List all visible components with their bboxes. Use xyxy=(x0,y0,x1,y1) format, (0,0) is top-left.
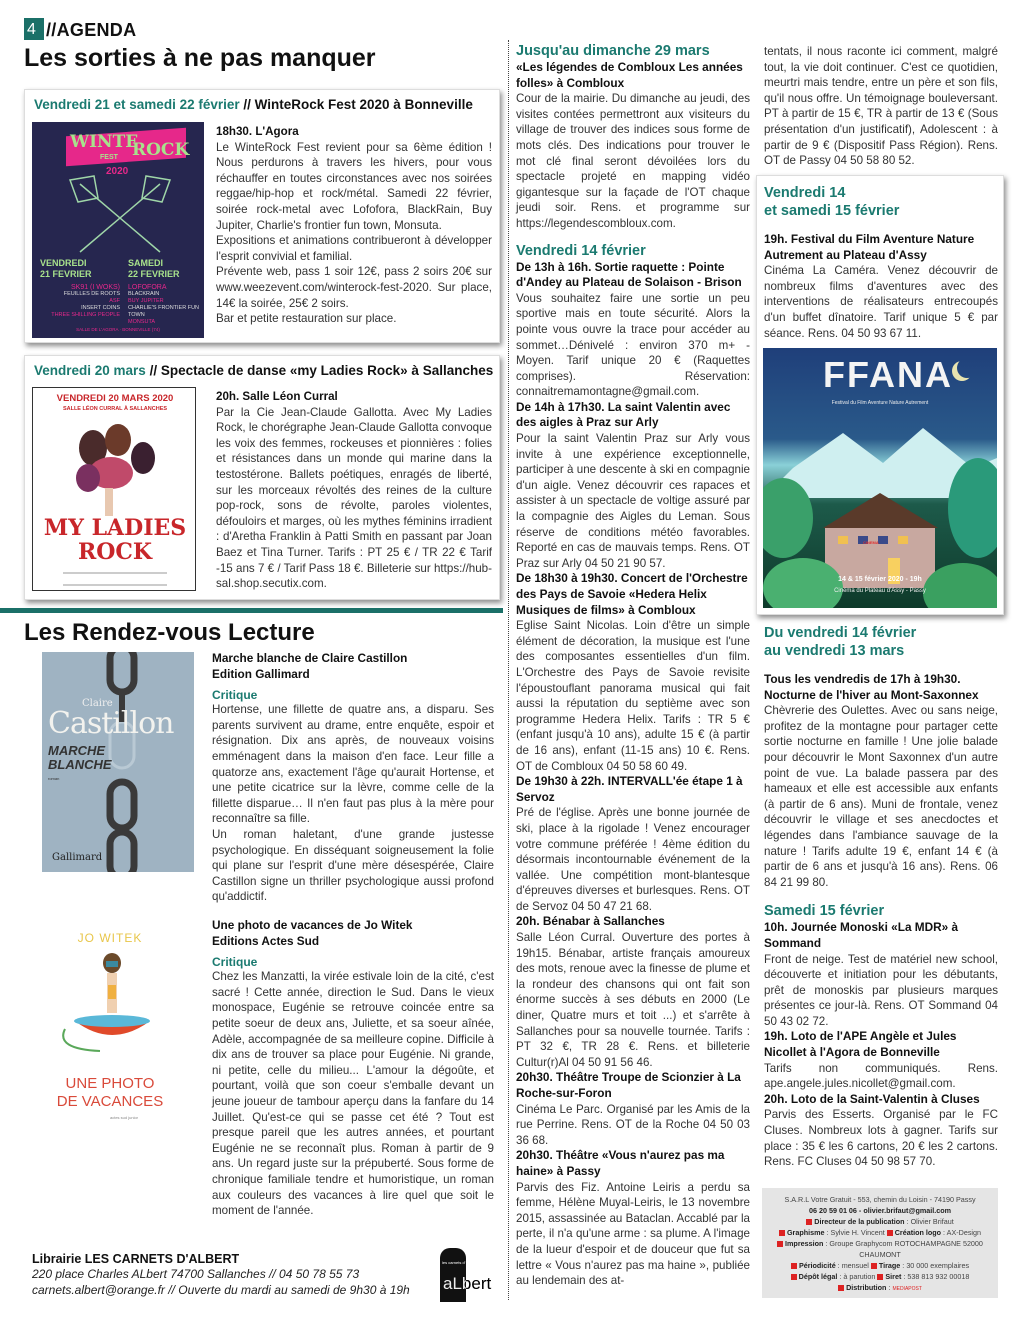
agenda-date: au vendredi 13 mars xyxy=(764,643,905,659)
dancers-illustration-icon xyxy=(63,418,173,518)
bookshop-info xyxy=(32,1252,432,1298)
event-text: Parvis des Fiz. Antoine Leiris a perdu sa femme, Hélène Muyal-Leiris, le 13 novembre 2015, assassinée au Bataclan. Accablé par la perte, il n'a qu'une arme : sa plume. A l'image de la lueur d'espoir et de douceur que fut sa lettre « Vous n'aurez pas ma haine », publiée au lendemain des at- xyxy=(516,1180,750,1288)
ffana-poster xyxy=(763,348,997,608)
bullet-icon xyxy=(791,1263,797,1269)
event-heading: 19h. Loto de l'APE Angèle et Jules Nicollet à l'Agora de Bonneville xyxy=(764,1029,957,1060)
poster-day2: SAMEDI xyxy=(128,258,164,268)
book-review-photo-vacances xyxy=(212,918,494,1219)
event-heading: De 13h à 16h. Sortie raquette : Pointe d'Andey au Plateau de Solaison - Brison xyxy=(516,259,742,290)
event-description: 18h30. L'Agora Le WinteRock Fest revient pour sa 6ème édition ! Nous perdurons à travers les hivers, pour vous réchauffer en toutes circonstances avec nos soirées reggae/hip-hop et rock/métal. Samedi 22 février, soirée rock-metal avec Lofofora, BlackRain, Buy Jupiter, Charlie's frontier fun town, Monsuta. Expositions et animations contribueront à développer l'esprit convivial et familial. Prévente web, pass 1 soir 12€, pass 2 soirs 20€ sur www.weezevent.com/winterock-fest-2020. Sur place, 14€ la soirée, 25€ 2 soirs. Bar et petite restauration sur place. xyxy=(216,125,492,326)
agenda-date: Samedi 15 février xyxy=(764,903,885,920)
cover-title: UNE PHOTO DE VACANCES xyxy=(56,1075,164,1110)
poster-credits xyxy=(63,572,167,586)
event-text: Salle Léon Curral. Ouverture des portes à 19h15. Bénabar, artiste français amoureux des mots, renoue avec la finesse de plume et la rondeur des chansons qui ont fait son énorme succès à ses débuts en 2000 (Le diner, Quatre murs et toit ...) et s'arrête à Sallanches pour sa nouvelle tournée. Tarifs : PT 32 €, TR 28 €. Rens. et billeterie Cultur(r)Al 04 50 91 56 46. xyxy=(516,931,750,1069)
page-title: Les sorties à ne pas manquer xyxy=(24,44,376,72)
event-heading: 10h. Journée Monoski «La MDR» à Sommand xyxy=(764,920,959,950)
event-text: Front de neige. Test de matériel new school, découverte et initiation pour les débutants, prêt de monoskis par plusieurs marques présentes ce jour-là. Rens. OT Sommand 04 50 43 02 72. xyxy=(764,952,998,1028)
ladies-rock-poster xyxy=(32,387,196,591)
poster-subtitle: Festival du Film Aventure Nature Autrement xyxy=(831,400,929,406)
event-text-continuation: tentats, il nous raconte ici comment, malgré tout, la vie doit continuer. C'est ce quotidien, meurtri mais tendre, entre un père et son fils, qu'il nous offre. Un témoignage bouleversant. PT à partir de 15 €, TR à partir de 13 € (Sous présentation d'un justificatif), Adolescent : à partir de 9 € (Dispositif Pass Région). Rens. OT de Passy 04 50 58 80 52. xyxy=(764,45,998,168)
bullet-icon xyxy=(806,1219,812,1225)
bullet-icon xyxy=(887,1230,893,1236)
bullet-icon xyxy=(877,1274,883,1280)
event-description: 20h. Salle Léon Curral Par la Cie Jean-Claude Gallotta. Avec My Ladies Rock, le chorégraphe Jean-Claude Gallotta convoque les voix des femmes, rockeuses et pionnières : folies et résistances dans un monde qui marine dans la testostérone. Ballets poétiques, enragés de liberté, sur les morceaux révoltés des reines de la culture pop-rock, sons de révolte, paroles violentes, défouloirs et marges, où les mythes féminins irradient : d'Aretha Franklin à Patti Smith en passant par Joan Baez et Tina Turner. Tarifs : PT 25 € / TR 22 € Tarif -15 ans 7 € / Tarif Pass 18 €. Billeterie sur https://hub-sal.shop.secutix.com. xyxy=(216,390,492,591)
poster-logo-winte: WINTE xyxy=(70,132,139,152)
event-text: Cinéma La Caméra. Venez découvrir de nombreux films d'aventures avec des interventions de réalisateurs entrecoupés d'un buffet dînatoire. Tarif unique 5 € par séance. Rens. 04 50 93 67 11. xyxy=(764,264,998,340)
book-publisher: Editions Actes Sud xyxy=(212,933,320,948)
poster-day2-lineup: LOFOFORA BLACKRAIN BUY JUPITER CHARLIE'S FRONTIER FUN TOWN MONSUTA xyxy=(128,284,200,325)
poster-dates: 14 & 15 février 2020 - 19h xyxy=(838,576,922,583)
poster-day2-date: 22 FEVRIER xyxy=(128,269,180,279)
poster-cinema-sign: CINEMA xyxy=(863,540,879,545)
section-rubric: //AGENDA xyxy=(46,20,137,40)
event-text: Chèvrerie des Oulettes. Avec ou sans neige, profitez de la montagne pour partager cette sortie nocturne en famille ! Une jolie balade pour découvrir le Mont Saxonnex d'un autre point de vue. La balade passera par des hameaux et elle est accessible aux enfants (à partir de 6 ans). Muni de frontale, venez découvrir le village et ses anecdoctes et légendes dans l'ambiance sauvage de la nature ! Tarifs adulte 19 €, enfant 14 € (à partir de 6 ans et jusqu'à 16 ans). Rens. 06 84 21 99 80. xyxy=(764,704,998,889)
cover-author: JO WITEK xyxy=(77,931,143,945)
event-heading: «Les légendes de Combloux Les années folles» à Combloux xyxy=(516,60,743,90)
cover-genre: roman xyxy=(48,776,60,781)
critique-label: Critique xyxy=(212,688,258,703)
event-name: // Spectacle de danse «my Ladies Rock» à Sallanches xyxy=(145,363,494,378)
agenda-date: Vendredi 14 février xyxy=(516,242,646,259)
column-separator xyxy=(508,40,509,1300)
book-title: Marche blanche de Claire Castillon xyxy=(212,651,408,665)
agenda-date: et samedi 15 février xyxy=(764,203,900,219)
bookshop-contact: carnets.albert@orange.fr // Ouverte du mardi au samedi de 9h30 à 19h xyxy=(32,1283,410,1297)
agenda-date: Jusqu'au dimanche 29 mars xyxy=(516,43,710,59)
event-text: Cour de la mairie. Du dimanche au jeudi, des visites contées permettront aux visiteurs du village de trouver des indices sous forme de mots clés. Des indications pour trouver le mot clé final seront dévoilées lors du spectacle projeté en mapping vidéo gigantesque sur la façade de l'OT chaque jeudi soir. Rens. et programme sur https://legendescombloux.com. xyxy=(516,92,750,230)
book-publisher: Edition Gallimard xyxy=(212,666,310,681)
book-review-marche-blanche xyxy=(212,651,494,905)
child-in-basin-illustration-icon xyxy=(60,949,160,1059)
bookshop-logo: les carnets d' aLbert xyxy=(440,1248,494,1304)
poster-year: 2020 xyxy=(106,166,129,177)
bullet-icon xyxy=(791,1274,797,1280)
event-text: Pour la saint Valentin Praz sur Arly vous invite à une expérience exceptionnelle, participer à une descente à ski en compagnie d'un aigle. Venez découvrir ces rapaces et assister à un spectacle de voltige assuré par la compagnie des Aigles du Leman. Sous réserve de conditions météo favorables. Reporté en cas de mauvais temps. Rens. OT Praz sur Arly 04 50 21 90 57. xyxy=(516,432,750,570)
review-paragraph: Chez les Manzatti, la virée estivale loin de la cité, c'est sacré ! Cette année, direction le Sud. Dans le vieux monospace, Eugénie se retrouve coincée entre sa petite soeur de deux ans, Juliette, et sa soeur aînée, Adèle, accompagnée de sa meilleure copine. Difficile à dix ans de trouver sa place pour Eugénie. Ni grande, ni petite, celle du milieu... L'amour la dégoûte, et pourtant, voilà que son coeur s'emballe devant un jeune joueur de tambour aperçu dans la fanfare du 14 Juillet. Qu'est-ce qui se passe cet été ? Tout est presque pareil que les autres années, et pourtant Eugénie ne se reconnaît plus. Roman à partir de 9 ans. Un regard juste sur la prépuberté. Sous forme de chronique familiale tendre et humoristique, un roman aux couleurs des vacances à lire quel que soit le moment de l'année. xyxy=(212,970,494,1218)
poster-title: MY LADIES ROCK xyxy=(43,515,187,565)
event-text: Parvis des Esserts. Organisé par le FC Cluses. Nombreux lots à gagner. Tarifs sur place : 35 € les 6 cartons, 20 € les 2 cartons. Rens. FC Cluses 04 50 98 57 70. xyxy=(764,1108,998,1169)
publisher-contact: 06 20 59 01 06 - olivier.brifaut@gmail.com xyxy=(808,1206,952,1215)
agenda-right-column xyxy=(764,624,998,1170)
event-text: Vous souhaitez faire une sortie un peu sportive mais en toute sécurité. Alors la pointe vous ouvre la trace pour accéder au sommet…Dénivelé : environ 370 m+ - Moyen. Tarif unique 20 € (Raquettes comprises). Réservation: connaitremamontagne@gmail.com. xyxy=(516,291,750,399)
poster-day1-date: 21 FEVRIER xyxy=(40,269,92,279)
event-heading: 20h. Loto de la Saint-Valentin à Cluses xyxy=(764,1091,980,1106)
lecture-title: Les Rendez-vous Lecture xyxy=(24,619,315,646)
cover-publisher: actes sud junior xyxy=(110,1115,139,1120)
book-cover-marche-blanche xyxy=(42,652,194,872)
poster-day1-lineup: SK91 (I WOKS) FEUILLES DE ROOTS ASF INSERT COINS THREE SHILLING PEOPLE xyxy=(51,284,120,318)
event-heading: 19h. Festival du Film Aventure Nature Autrement au Plateau d'Assy xyxy=(764,232,975,262)
bookshop-name: Librairie LES CARNETS D'ALBERT xyxy=(32,1252,240,1266)
event-heading: De 14h à 17h30. La saint Valentin avec des aigles à Praz sur Arly xyxy=(516,399,731,430)
agenda-middle-column xyxy=(516,42,750,1289)
event-heading: De 18h30 à 19h30. Concert de l'Orchestre des Pays de Savoie «Hedera Helix Musiques de films» à Combloux xyxy=(516,571,748,617)
event-heading: 20h30. Théâtre Troupe de Scionzier à La Roche-sur-Foron xyxy=(516,1070,741,1100)
event-box-title xyxy=(34,97,473,112)
bullet-icon xyxy=(838,1285,844,1291)
cover-publisher: Gallimard xyxy=(52,852,103,863)
bullet-icon xyxy=(779,1230,785,1236)
review-paragraph: Un roman haletant, d'une grande justesse psychologique. En disséquant soigneusement la folie qui plane sur l'esprit d'une mère désespérée, Claire Castillon signe un thriller psychologique aussi profond qu'addictif. xyxy=(212,827,494,904)
event-text: Eglise Saint Nicolas. Loin d'être un simple élément de décoration, la musique est l'une des composantes essentielles d'un film. L'Orchestre des Pays de Savoie revisite l'époustouflant panorama musical qui fait aussi la réputation du septième avec son programme Hedera Helix. Tarifs : TR 5 € (enfant jusqu'à 10 ans), adulte 15 € (à partir de 16 ans), enfant (11-15 ans) 10 €. Rens. OT de Combloux 04 50 58 60 49. xyxy=(516,619,750,773)
event-heading: De 19h30 à 22h. INTERVALL'ée étape 1 à Servoz xyxy=(516,774,743,804)
book-cover-photo-vacances xyxy=(40,925,180,1125)
page-number: 4 xyxy=(24,18,44,40)
poster-date: VENDREDI 20 MARS 2020 xyxy=(56,393,174,404)
poster-logo-rock: ROCK xyxy=(132,140,190,160)
legal-notice: S.A.R.L Votre Gratuit - 553, chemin du Loisin - 74190 Passy 06 20 59 01 06 - olivier.brifaut@gmail.com Directeur de la publication : Olivier Brifaut Graphisme : Sylvie H. Vincent Création logo : AX-Design Impression : Groupe Graphycom ROTOCHAMPAGNE 52000 CHAUMONT Périodicité : mensuel Tirage : 30 000 exemplaires Dépôt légal : à parution Siret : 538 813 932 00018 Distribution : MEDIAPOST xyxy=(762,1188,998,1298)
cover-author-last: Castillon xyxy=(48,706,174,741)
agenda-date: Vendredi 14 xyxy=(764,185,846,201)
event-text: Pré de l'église. Après une bonne journée de ski, place à la rigolade ! Venez encourager votre commune préférée ! 4ème édition du désormais incontournable événement de la vallée. Une compétition mont-blantesque d'épreuves diverses et burlesques. Rens. OT de Servoz 04 50 47 21 68. xyxy=(516,806,750,913)
bookshop-address: 220 place Charles ALbert 74700 Sallanches // 04 50 78 55 73 xyxy=(32,1267,360,1281)
poster-venue: Cinéma du Plateau d'Assy - Passy xyxy=(834,588,926,594)
cover-author-first: Claire xyxy=(82,698,113,709)
critique-label: Critique xyxy=(212,955,258,970)
event-box-title xyxy=(34,363,493,378)
ffana-box-content xyxy=(764,184,998,341)
poster-title: FFANA xyxy=(823,354,953,395)
bullet-icon xyxy=(871,1263,877,1269)
event-text: Tarifs non communiqués. Rens. ape.angele.jules.nicollet@gmail.com. xyxy=(764,1061,998,1091)
event-heading: 20h. Bénabar à Sallanches xyxy=(516,914,665,929)
publisher-address: S.A.R.L Votre Gratuit - 553, chemin du Loisin - 74190 Passy xyxy=(784,1195,976,1204)
section-divider xyxy=(0,608,503,613)
event-heading: 20h30. Théâtre «Vous n'aurez pas ma haine» à Passy xyxy=(516,1148,725,1178)
bullet-icon xyxy=(777,1241,783,1247)
event-date: Vendredi 20 mars xyxy=(34,363,146,378)
event-date: Vendredi 21 et samedi 22 février xyxy=(34,97,240,112)
agenda-date: Du vendredi 14 février xyxy=(764,625,917,641)
poster-logo-fest: FEST xyxy=(100,154,118,161)
event-heading: Tous les vendredis de 17h à 19h30. Nocturne de l'hiver au Mont-Saxonnex xyxy=(764,672,979,702)
poster-footer: SALLE DE L'AGORA · BONNEVILLE (74) xyxy=(76,327,160,332)
crossed-axes-icon xyxy=(60,174,180,254)
poster-venue: SALLE LÉON CURRAL À SALLANCHES xyxy=(62,406,168,412)
book-title: Une photo de vacances de Jo Witek xyxy=(212,918,413,932)
poster-day1: VENDREDI xyxy=(40,258,87,268)
cover-title: MARCHE BLANCHE xyxy=(48,743,112,772)
review-paragraph: Hortense, une fillette de quatre ans, a disparu. Ses parents survivent au drame, entre enquête, espoir et résignation. Dix ans après, de nouveaux voisins emménagent dans la maison d'en face. Leur fille a quatorze ans, exactement l'âge qu'aurait Hortense, et une petite cicatrice sur la lèvre, comme celle de la fillette disparue… Il n'en faut pas plus à la mère pour reconnaître sa fille. xyxy=(212,703,494,826)
winterock-poster xyxy=(32,122,204,338)
event-text: Cinéma Le Parc. Organisé par les Amis de la rue Perrine. Rens. OT de la Roche 04 50 03 36 68. xyxy=(516,1102,750,1147)
moon-icon xyxy=(957,358,977,378)
event-name: // WinteRock Fest 2020 à Bonneville xyxy=(239,97,473,112)
mediapost-logo: MEDIAPOST xyxy=(892,1286,922,1292)
